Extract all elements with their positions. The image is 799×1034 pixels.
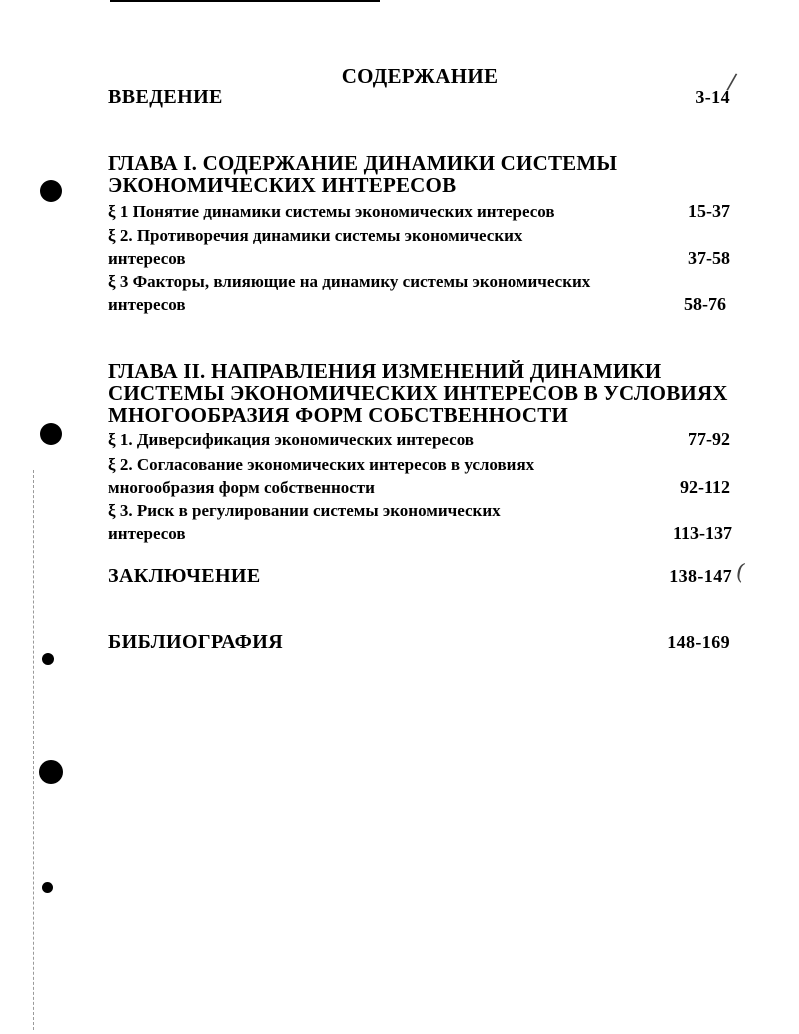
section-title-continued: многообразия форм собственности <box>108 478 375 497</box>
toc-section <box>108 453 730 499</box>
page-range: 113-137 <box>672 523 732 543</box>
entry-label: ЗАКЛЮЧЕНИЕ <box>108 565 261 587</box>
section-title: ξ 3 Факторы, влияющие на динамику системы экономических <box>108 272 591 291</box>
section-title-continued: интересов <box>108 295 186 314</box>
binding-edge-line <box>33 470 34 1030</box>
toc-entry-conclusion <box>108 565 732 588</box>
chapter-title-line: СИСТЕМЫ ЭКОНОМИЧЕСКИХ ИНТЕРЕСОВ В УСЛОВИЯХ <box>108 381 728 405</box>
page-range: 37-58 <box>688 248 730 268</box>
toc-entry-bibliography <box>108 631 730 654</box>
pencil-mark: / <box>725 69 738 96</box>
page-range: 92-112 <box>679 477 730 497</box>
section-title: ξ 2. Согласование экономических интересов в условиях <box>108 455 535 474</box>
pencil-mark: ( <box>733 559 748 586</box>
entry-label: БИБЛИОГРАФИЯ <box>108 631 284 653</box>
punch-hole-mark <box>42 653 54 665</box>
page-title: СОДЕРЖАНИЕ <box>341 64 499 88</box>
section-title-continued: интересов <box>108 249 186 268</box>
punch-hole-mark <box>39 760 63 784</box>
punch-hole-mark <box>40 423 62 445</box>
page-range: 77-92 <box>688 429 730 449</box>
section-title-continued: интересов <box>108 524 186 543</box>
page-range: 58-76 <box>684 294 726 314</box>
toc-section <box>108 428 730 451</box>
toc-section <box>108 270 726 316</box>
chapter-title-line: ЭКОНОМИЧЕСКИХ ИНТЕРЕСОВ <box>108 173 457 197</box>
section-title: ξ 3. Риск в регулировании системы экономических <box>108 501 501 520</box>
page-range: 148-169 <box>667 632 730 652</box>
page-range: 15-37 <box>688 201 730 221</box>
toc-entry-introduction <box>108 86 730 109</box>
toc-section <box>108 200 730 223</box>
chapter-title-line: ГЛАВА I. СОДЕРЖАНИЕ ДИНАМИКИ СИСТЕМЫ <box>108 151 618 175</box>
toc-section <box>108 499 732 545</box>
section-title: ξ 2. Противоречия динамики системы экономических <box>108 226 523 245</box>
punch-hole-mark <box>40 180 62 202</box>
section-title: ξ 1. Диверсификация экономических интересов <box>108 430 474 449</box>
chapter-2-title <box>108 360 748 426</box>
punch-hole-mark <box>42 882 53 893</box>
chapter-title-line: МНОГООБРАЗИЯ ФОРМ СОБСТВЕННОСТИ <box>108 403 569 427</box>
chapter-1-title <box>108 152 748 196</box>
page-range: 138-147 <box>669 566 732 586</box>
toc-section <box>108 224 730 270</box>
section-title: ξ 1 Понятие динамики системы экономических интересов <box>108 202 555 221</box>
scan-artifact-top <box>110 0 380 2</box>
entry-label: ВВЕДЕНИЕ <box>108 86 223 108</box>
chapter-title-line: ГЛАВА II. НАПРАВЛЕНИЯ ИЗМЕНЕНИЙ ДИНАМИКИ <box>108 359 662 383</box>
page-range: 3-14 <box>695 87 730 107</box>
